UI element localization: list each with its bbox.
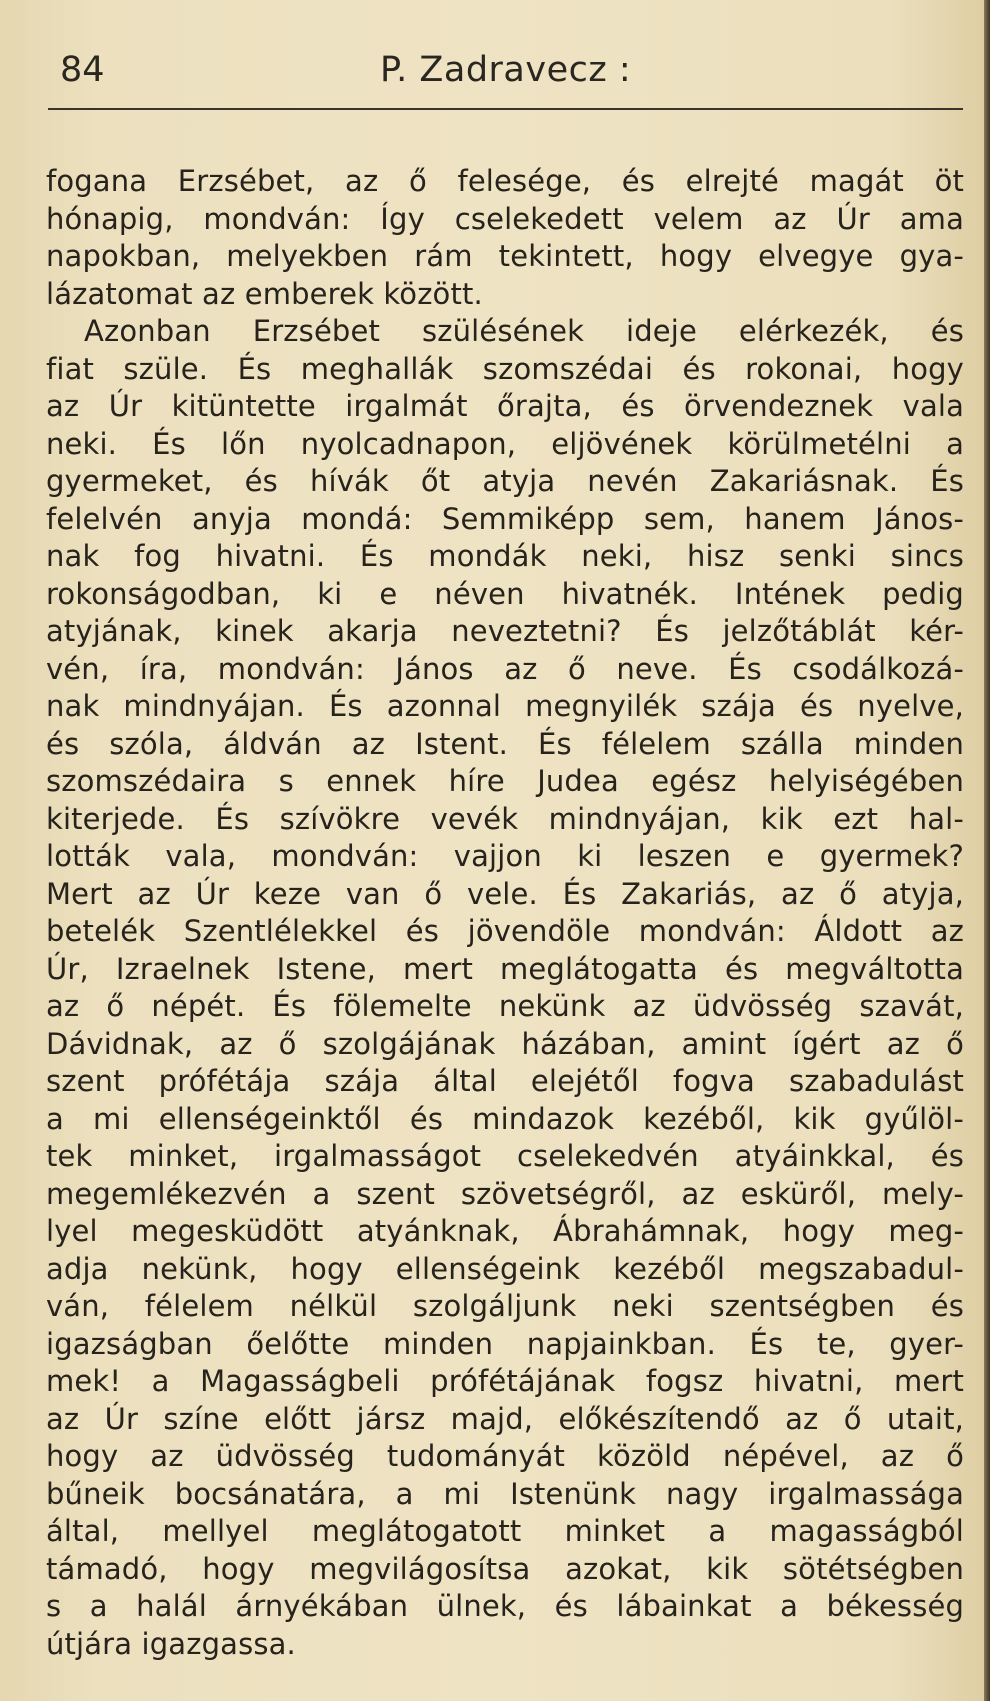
text-line: igazságban őelőtte minden napjainkban. És te, gyer- <box>46 1326 964 1361</box>
text-line: útjára igazgassa. <box>46 1626 296 1661</box>
text-line: hónapig, mondván: Így cselekedett velem az Úr ama <box>46 201 964 236</box>
text-line: Azonban Erzsébet szülésének ideje elérkezék, és <box>84 314 964 348</box>
text-line: atyjának, kinek akarja neveztetni? És jelzőtáblát kér- <box>46 614 964 648</box>
header-rule <box>48 108 963 110</box>
page-header <box>48 50 968 100</box>
text-line: nak fog hivatni. És mondák neki, hisz senki sincs <box>46 539 964 573</box>
text-line: mek! a Magasságbeli prófétájának fogsz hivatni, mert <box>46 1364 964 1398</box>
text-line: neki. És lőn nyolcadnapon, eljövének körülmetélni a <box>46 426 964 461</box>
text-line: lázatomat az emberek között. <box>46 276 483 311</box>
text-line: által, mellyel meglátogatott minket a magasságból <box>46 1514 964 1548</box>
text-line: tek minket, irgalmasságot cselekedvén atyáinkkal, és <box>46 1139 964 1173</box>
text-line: ván, félelem nélkül szolgáljunk neki szentségben és <box>46 1289 964 1323</box>
text-line: Úr, Izraelnek Istene, mert meglátogatta és megváltotta <box>46 951 964 986</box>
running-head: P. Zadravecz : <box>380 50 632 90</box>
text-line: a mi ellenségeinktől és mindazok kezéből, kik gyűlöl- <box>46 1101 964 1136</box>
text-line: fiat szüle. És meghallák szomszédai és rokonai, hogy <box>46 351 964 386</box>
text-line: szomszédaira s ennek híre Judea egész helyiségében <box>46 764 964 798</box>
text-line: fogana Erzsébet, az ő felesége, és elrejté magát öt <box>46 164 964 198</box>
text-line: és szóla, áldván az Istent. És félelem szálla minden <box>46 726 964 761</box>
text-line: lyel megesküdött atyánknak, Ábrahámnak, hogy meg- <box>46 1214 964 1248</box>
text-line: betelék Szentlélekkel és jövendöle mondván: Áldott az <box>46 914 964 948</box>
text-line: lották vala, mondván: vajjon ki leszen e gyermek? <box>46 839 964 873</box>
text-line: az Úr színe előtt jársz majd, előkészítendő az ő utait, <box>46 1401 964 1436</box>
text-line: szent prófétája szája által elejétől fogva szabadulást <box>46 1064 964 1098</box>
text-line: gyermeket, és hívák őt atyja nevén Zakariásnak. És <box>46 464 964 498</box>
text-line: vén, íra, mondván: János az ő neve. És csodálkozá- <box>46 651 964 686</box>
page-number: 84 <box>60 50 105 90</box>
text-line: Mert az Úr keze van ő vele. És Zakariás, az ő atyja, <box>46 876 964 911</box>
text-line: adja nekünk, hogy ellenségeink kezéből megszabadul- <box>46 1251 964 1286</box>
body-text <box>46 163 964 1663</box>
text-line: bűneik bocsánatára, a mi Istenünk nagy irgalmassága <box>46 1476 964 1511</box>
text-line: rokonságodban, ki e néven hivatnék. Intének pedig <box>46 576 964 611</box>
text-line: felelvén anyja mondá: Semmiképp sem, hanem János- <box>46 501 964 536</box>
page-edge-shadow <box>984 0 990 1701</box>
text-line: az ő népét. És fölemelte nekünk az üdvösség szavát, <box>46 989 964 1023</box>
text-line: az Úr kitüntette irgalmát őrajta, és örvendeznek vala <box>46 389 964 423</box>
text-line: nak mindnyájan. És azonnal megnyilék szája és nyelve, <box>46 689 964 723</box>
text-line: megemlékezvén a szent szövetségről, az esküről, mely- <box>46 1176 964 1211</box>
text-line: napokban, melyekben rám tekintett, hogy elvegye gya- <box>46 239 964 273</box>
text-line: kiterjede. És szívökre vevék mindnyájan, kik ezt hal- <box>46 801 964 836</box>
text-line: támadó, hogy megvilágosítsa azokat, kik sötétségben <box>46 1551 964 1586</box>
text-line: s a halál árnyékában ülnek, és lábainkat a békesség <box>46 1589 964 1623</box>
text-line: hogy az üdvösség tudományát közöld népével, az ő <box>46 1439 964 1473</box>
text-line: Dávidnak, az ő szolgájának házában, amint ígért az ő <box>46 1026 964 1061</box>
